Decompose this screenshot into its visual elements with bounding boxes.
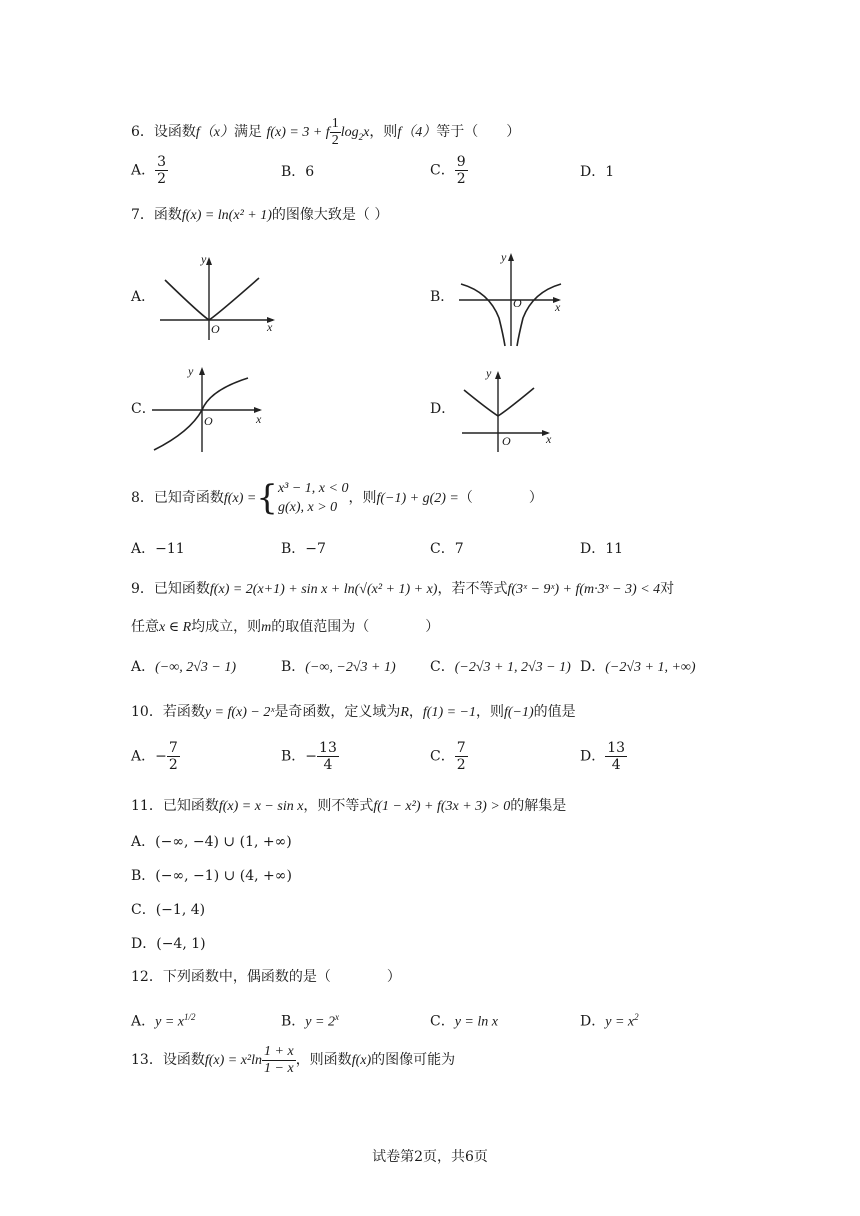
question-text: 等于（ ） <box>436 124 521 140</box>
option-label: C． <box>430 162 455 179</box>
option-label: D． <box>580 164 606 180</box>
option-d[interactable] <box>580 540 623 558</box>
question-number: 8． <box>131 490 154 506</box>
denominator: 2 <box>456 171 466 187</box>
option-label: A． <box>131 289 156 305</box>
option-label: D． <box>580 659 606 675</box>
question-text: 的图像大致是（ ） <box>271 207 389 223</box>
question-text: 设函数 <box>153 124 196 140</box>
question-text: 任意 <box>131 619 159 635</box>
origin-label: O <box>513 296 522 310</box>
formula: y = f(x) − 2ˣ <box>204 705 275 720</box>
option-value: −7 <box>305 541 326 557</box>
option-value: y = x <box>605 1014 635 1030</box>
option-label: C． <box>430 748 455 765</box>
numerator: 7 <box>456 740 466 756</box>
option-label: A． <box>131 1013 156 1030</box>
option-label: A． <box>131 541 156 557</box>
option-c[interactable] <box>430 658 571 677</box>
option-label: B． <box>281 659 306 675</box>
page-footer: 试卷第2页，共6页 <box>372 1149 488 1165</box>
fraction <box>155 154 168 187</box>
option-value: (−∞, −4) ∪ (1, +∞) <box>155 834 292 850</box>
question-number: 12． <box>131 969 163 985</box>
option-value: (−∞, −2√3 + 1) <box>305 660 396 675</box>
option-c[interactable] <box>131 901 205 919</box>
question-text: 下列函数中，偶函数的是（ ） <box>162 969 401 985</box>
option-label: B． <box>430 289 455 305</box>
question-text: 已知函数 <box>162 798 219 814</box>
origin-label: O <box>502 434 511 448</box>
numerator: 7 <box>168 740 178 756</box>
option-value: −11 <box>155 541 185 557</box>
option-b[interactable] <box>281 163 314 181</box>
answer-blank: （ ） <box>458 490 543 506</box>
option-value: (−1, 4) <box>155 902 206 918</box>
formula: f(x) = x − sin x <box>218 799 304 814</box>
numerator: 3 <box>157 154 167 170</box>
question-text: ，则不等式 <box>303 798 374 814</box>
case-1: x³ − 1, x < 0 <box>277 481 349 496</box>
denominator: 4 <box>323 757 333 773</box>
option-label: C． <box>430 1013 455 1030</box>
question-7 <box>131 206 388 225</box>
option-label: B． <box>281 164 306 180</box>
question-text: 设函数 <box>162 1052 205 1068</box>
fraction <box>262 1044 296 1077</box>
option-a[interactable] <box>131 833 292 851</box>
target: f(−1) <box>504 705 534 720</box>
option-value: (−2√3 + 1, 2√3 − 1) <box>454 660 571 675</box>
option-b[interactable] <box>281 1008 339 1032</box>
option-d[interactable] <box>580 658 696 677</box>
denominator: 1 − x <box>264 1060 294 1076</box>
function-symbol: f（4） <box>397 125 437 140</box>
option-label: B． <box>281 1013 306 1030</box>
question-text: 均成立，则 <box>191 619 262 635</box>
function-symbol: f（x） <box>195 125 235 140</box>
graph-a <box>155 250 280 342</box>
question-text: 的图像可能为 <box>371 1052 456 1068</box>
y-axis-label: y <box>501 250 507 264</box>
exponent: 1/2 <box>184 1012 196 1022</box>
question-text: 的取值范围为（ ） <box>271 619 440 635</box>
x-axis-label: x <box>256 412 262 426</box>
y-axis-label: y <box>201 252 207 266</box>
numerator: 13 <box>607 740 626 756</box>
option-value: y = x <box>155 1014 184 1030</box>
question-text: 满足 <box>234 124 263 140</box>
x-axis-label: x <box>546 432 552 446</box>
question-text: ，则 <box>348 490 377 506</box>
option-d[interactable] <box>131 935 206 953</box>
option-label: D． <box>580 1013 606 1030</box>
question-text: 的值是 <box>533 704 576 720</box>
option-label: D． <box>131 936 157 952</box>
question-number: 11． <box>131 798 163 814</box>
question-number: 7． <box>131 207 154 223</box>
question-text: 对 <box>660 581 675 597</box>
denominator: 2 <box>456 757 466 773</box>
option-label: A． <box>131 659 156 675</box>
question-number: 6． <box>131 124 154 140</box>
option-label: C． <box>131 401 156 417</box>
numerator: 9 <box>456 154 466 170</box>
question-12 <box>131 968 401 986</box>
question-text: 是奇函数，定义域为 <box>274 704 401 720</box>
domain: R <box>400 705 409 720</box>
option-value: 11 <box>605 541 624 557</box>
option-label: A． <box>131 834 156 850</box>
option-b[interactable] <box>281 740 339 773</box>
condition: f(1) = −1 <box>422 705 476 720</box>
question-text: ，则 <box>476 704 504 720</box>
numerator: 13 <box>319 740 337 756</box>
option-label: A． <box>131 162 156 179</box>
option-value: 7 <box>454 541 464 557</box>
question-13 <box>131 1040 455 1080</box>
inequality: f(1 − x²) + f(3x + 3) > 0 <box>373 799 511 814</box>
question-number: 9． <box>131 581 154 597</box>
option-a[interactable] <box>131 740 180 773</box>
inequality: f(3ˣ − 9ˣ) + f(m·3ˣ − 3) < 4 <box>507 582 661 597</box>
formula-lhs: f(x) = x²ln <box>204 1053 263 1068</box>
formula: f(x) = 2(x+1) + sin x + ln(√(x² + 1) + x) <box>209 582 438 597</box>
question-text: ， <box>408 704 423 720</box>
question-number: 13． <box>131 1052 163 1068</box>
domain: x ∈ R <box>159 620 192 635</box>
option-value: 1 <box>605 164 615 180</box>
question-8: 8．已知奇函数f(x) ={ x³ − 1, x < 0 g(x), x > 0 ，则f(−1) + g(2) =（ ） <box>131 478 543 518</box>
question-6 <box>131 112 520 152</box>
formula-lhs: f(x) = <box>223 491 257 506</box>
graph-option-a[interactable] <box>131 288 155 306</box>
option-d[interactable] <box>580 740 627 773</box>
function-symbol: f(x) <box>351 1053 372 1068</box>
option-label: B． <box>281 541 306 557</box>
option-b[interactable] <box>131 867 292 885</box>
fraction <box>605 740 627 773</box>
option-value: y = ln x <box>454 1014 498 1030</box>
fraction <box>455 740 468 773</box>
option-label: C． <box>131 902 156 918</box>
option-a[interactable] <box>131 658 236 677</box>
option-c[interactable] <box>430 540 464 558</box>
exponent: x <box>334 1012 339 1022</box>
y-axis-label: y <box>486 366 492 380</box>
graph-option-d[interactable] <box>430 400 455 418</box>
option-label: C． <box>430 541 455 557</box>
option-label: C． <box>430 659 455 675</box>
numerator: 1 + x <box>264 1043 294 1059</box>
fraction <box>317 740 339 773</box>
formula: f(x) = ln(x² + 1) <box>181 208 272 223</box>
y-axis-label: y <box>188 364 194 378</box>
question-11 <box>131 797 566 816</box>
formula: f(x) = 3 + f $\frac{1}{2}$ $\log_2x$ <box>266 116 370 149</box>
case-2: g(x), x > 0 <box>277 500 338 515</box>
sign: − <box>305 748 318 765</box>
question-text: ，则函数 <box>295 1052 352 1068</box>
fraction <box>455 154 468 187</box>
question-10 <box>131 703 576 722</box>
question-text: 函数 <box>153 207 182 223</box>
question-9-line-2 <box>131 618 439 637</box>
question-text: ，则 <box>369 124 398 140</box>
option-label: D． <box>430 401 456 417</box>
option-c[interactable] <box>430 740 468 773</box>
option-a[interactable] <box>131 1008 196 1032</box>
option-a[interactable] <box>131 154 168 187</box>
denominator: 2 <box>168 757 178 773</box>
x-axis-label: x <box>267 320 273 334</box>
option-b[interactable] <box>281 658 396 677</box>
option-value: 6 <box>305 164 315 180</box>
x-axis-label: x <box>555 300 561 314</box>
option-label: B． <box>281 748 306 765</box>
question-text: 已知函数 <box>153 581 210 597</box>
option-value: (−4, 1) <box>156 936 206 952</box>
option-label: D． <box>580 748 606 765</box>
option-d[interactable] <box>580 1008 639 1032</box>
question-text: 若函数 <box>162 704 205 720</box>
origin-label: O <box>211 322 220 336</box>
graph-c <box>150 360 270 455</box>
question-text: 已知奇函数 <box>153 490 224 506</box>
sign: − <box>155 748 167 765</box>
question-9 <box>131 580 674 599</box>
option-label: A． <box>131 748 156 765</box>
question-number: 10． <box>131 704 163 720</box>
graph-d <box>458 364 558 454</box>
fraction <box>167 740 180 773</box>
option-value: (−∞, −1) ∪ (4, +∞) <box>155 868 292 884</box>
denominator: 2 <box>157 171 167 187</box>
option-label: B． <box>131 868 156 884</box>
option-c[interactable] <box>430 154 468 187</box>
denominator: 4 <box>611 757 621 773</box>
option-value: (−∞, 2√3 − 1) <box>155 660 237 675</box>
parameter: m <box>261 620 272 635</box>
option-c[interactable] <box>430 1008 498 1032</box>
graph-option-b[interactable] <box>430 288 454 306</box>
graph-b <box>455 248 570 348</box>
option-a[interactable] <box>131 540 185 558</box>
option-b[interactable] <box>281 540 326 558</box>
option-value: (−2√3 + 1, +∞) <box>605 660 696 675</box>
origin-label: O <box>204 414 213 428</box>
option-value: y = 2 <box>305 1014 335 1030</box>
exponent: 2 <box>634 1012 639 1022</box>
question-text: ，若不等式 <box>437 581 508 597</box>
formula: f(−1) + g(2) = <box>376 491 459 506</box>
question-text: 的解集是 <box>510 798 567 814</box>
piecewise-cases <box>278 479 349 517</box>
option-d[interactable] <box>580 163 614 181</box>
option-label: D． <box>580 541 606 557</box>
